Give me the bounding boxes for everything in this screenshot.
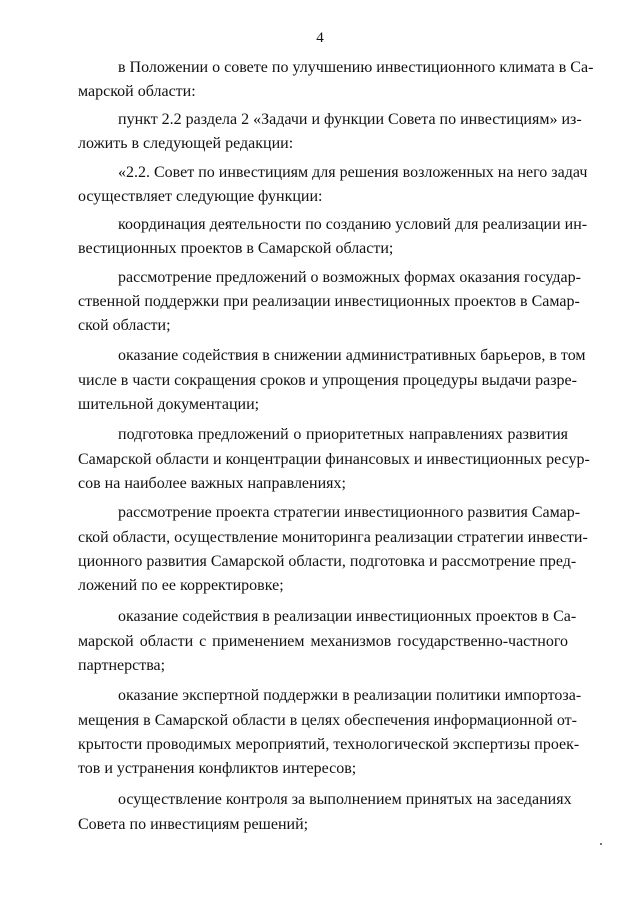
scan-speck xyxy=(600,843,602,845)
paragraph-5-line-3: ской области; xyxy=(78,317,171,334)
paragraph-11-line-2: Совета по инвестициям решений; xyxy=(78,816,309,833)
paragraph-6-line-2: числе в части сокращения сроков и упрощения процедуры выдачи разре- xyxy=(78,372,577,389)
paragraph-8-line-1: рассмотрение проекта стратегии инвестиционного развития Самар- xyxy=(118,504,581,521)
paragraph-2-line-2: ложить в следующей редакции: xyxy=(78,135,294,152)
paragraph-6-line-1: оказание содействия в снижении административных барьеров, в том xyxy=(118,347,586,364)
paragraph-8-line-3: ционного развития Самарской области, подготовка и рассмотрение пред- xyxy=(78,553,577,570)
paragraph-1-line-1: в Положении о совете по улучшению инвестиционного климата в Са- xyxy=(118,59,594,76)
page-number: 4 xyxy=(316,30,324,46)
paragraph-7-line-1: подготовка предложений о приоритетных направлениях развития xyxy=(118,426,568,443)
paragraph-6-line-3: шительной документации; xyxy=(78,396,260,413)
paragraph-1-line-2: марской области: xyxy=(78,83,196,100)
paragraph-5-line-2: ственной поддержки при реализации инвестиционных проектов в Самар- xyxy=(78,293,580,310)
paragraph-10-line-4: тов и устранения конфликтов интересов; xyxy=(78,760,357,777)
paragraph-11-line-1: осуществление контроля за выполнением принятых на заседаниях xyxy=(118,791,572,808)
paragraph-8-line-4: ложений по ее корректировке; xyxy=(78,577,284,594)
paragraph-10-line-1: оказание экспертной поддержки в реализации политики импортоза- xyxy=(118,687,582,704)
paragraph-5-line-1: рассмотрение предложений о возможных формах оказания государ- xyxy=(118,269,581,286)
paragraph-9-line-1: оказание содействия в реализации инвестиционных проектов в Са- xyxy=(118,608,577,625)
paragraph-9-line-2: марской области с применением механизмов государственно-частного xyxy=(78,633,568,650)
paragraph-2-line-1: пункт 2.2 раздела 2 «Задачи и функции Совета по инвестициям» из- xyxy=(118,111,582,128)
paragraph-8-line-2: ской области, осуществление мониторинга реализации стратегии инвести- xyxy=(78,529,588,546)
paragraph-4-line-1: координация деятельности по созданию условий для реализации ин- xyxy=(118,216,588,233)
paragraph-4-line-2: вестиционных проектов в Самарской области; xyxy=(78,240,394,257)
paragraph-7-line-3: сов на наиболее важных направлениях; xyxy=(78,475,346,492)
paragraph-7-line-2: Самарской области и концентрации финансовых и инвестиционных ресур- xyxy=(78,451,590,468)
paragraph-9-line-3: партнерства; xyxy=(78,657,166,674)
paragraph-10-line-3: крытости проводимых мероприятий, технологической экспертизы проек- xyxy=(78,736,580,753)
paragraph-3-line-2: осуществляет следующие функции: xyxy=(78,188,323,205)
paragraph-10-line-2: мещения в Самарской области в целях обеспечения информационной от- xyxy=(78,712,577,729)
paragraph-3-line-1: «2.2. Совет по инвестициям для решения возложенных на него задач xyxy=(118,164,588,181)
